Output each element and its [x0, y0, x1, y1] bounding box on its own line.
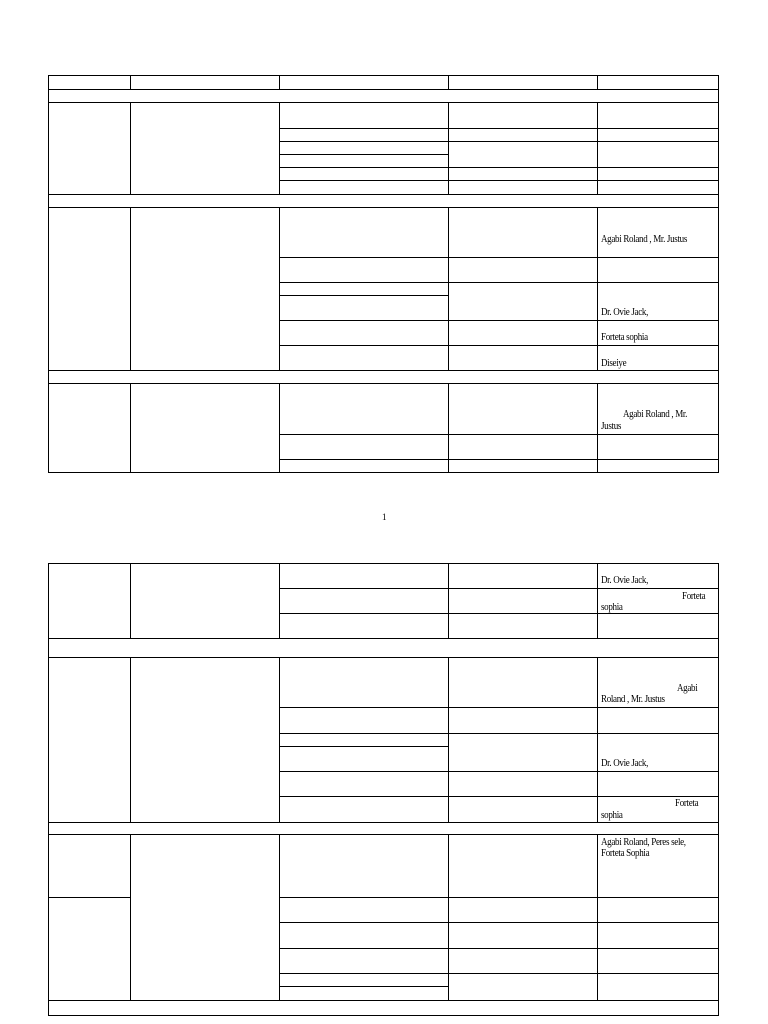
cell-text: Dr. Ovie Jack,	[601, 757, 649, 769]
column-divider	[130, 383, 131, 472]
cell-text: Dr. Ovie Jack,	[601, 574, 649, 586]
table-border	[48, 472, 719, 473]
column-divider	[279, 75, 280, 89]
row-divider	[48, 657, 719, 658]
cell-text: Forteta sophia	[601, 331, 648, 343]
row-divider	[279, 345, 719, 346]
row-divider	[48, 1000, 719, 1001]
table-border	[718, 75, 719, 473]
row-divider	[279, 588, 719, 589]
cell-text: sophia	[601, 809, 623, 821]
row-divider	[279, 771, 719, 772]
row-divider	[279, 257, 719, 258]
row-divider	[48, 370, 719, 371]
row-divider	[279, 141, 719, 142]
cell-text: Diseiye	[601, 357, 627, 369]
row-divider	[279, 707, 719, 708]
column-divider	[279, 834, 280, 1000]
column-divider	[597, 75, 598, 89]
table-border	[48, 75, 719, 76]
cell-text: Agabi Roland, Peres sele,	[601, 836, 686, 848]
cell-text: Forteta Sophia	[601, 847, 650, 859]
column-divider	[130, 834, 131, 1000]
column-divider	[448, 563, 449, 638]
row-divider	[279, 897, 719, 898]
cell-text: sophia	[601, 601, 623, 613]
cell-text: Justus	[601, 420, 622, 432]
row-divider	[279, 986, 448, 987]
column-divider	[130, 75, 131, 89]
row-divider	[48, 834, 719, 835]
column-divider	[448, 657, 449, 822]
row-divider	[48, 102, 719, 103]
row-divider	[48, 822, 719, 823]
table-border	[48, 75, 49, 473]
row-divider	[279, 733, 719, 734]
column-divider	[130, 207, 131, 370]
column-divider	[130, 563, 131, 638]
row-divider	[279, 295, 448, 296]
column-divider	[130, 657, 131, 822]
row-divider	[279, 973, 719, 974]
table-border	[48, 563, 49, 1016]
row-divider	[279, 167, 719, 168]
cell-text: Dr. Ovie Jack,	[601, 306, 649, 318]
row-divider	[279, 434, 719, 435]
cell-text: Forteta	[682, 590, 706, 602]
table-border	[48, 563, 719, 564]
row-divider	[279, 796, 719, 797]
row-divider	[48, 194, 719, 195]
row-divider	[279, 613, 719, 614]
row-divider	[48, 89, 719, 90]
row-divider	[279, 746, 448, 747]
cell-text: Agabi Roland , Mr. Justus	[601, 233, 688, 245]
row-divider	[279, 128, 719, 129]
cell-text: Roland , Mr. Justus	[601, 693, 665, 705]
row-divider	[279, 154, 448, 155]
column-divider	[597, 563, 598, 638]
row-divider	[279, 180, 719, 181]
column-divider	[279, 563, 280, 638]
column-divider	[130, 102, 131, 194]
cell-text: Agabi	[677, 682, 698, 694]
row-divider	[279, 282, 719, 283]
column-divider	[448, 834, 449, 1000]
row-divider	[279, 320, 719, 321]
table-border	[48, 1015, 719, 1016]
row-divider	[48, 897, 131, 898]
row-divider	[279, 948, 719, 949]
row-divider	[48, 383, 719, 384]
column-divider	[597, 834, 598, 1000]
column-divider	[279, 657, 280, 822]
row-divider	[48, 638, 719, 639]
cell-text: Forteta	[675, 797, 699, 809]
row-divider	[279, 459, 719, 460]
column-divider	[448, 75, 449, 89]
row-divider	[48, 207, 719, 208]
page-number: 1	[382, 512, 387, 522]
row-divider	[279, 922, 719, 923]
column-divider	[597, 657, 598, 822]
cell-text: Agabi Roland , Mr.	[623, 408, 687, 420]
